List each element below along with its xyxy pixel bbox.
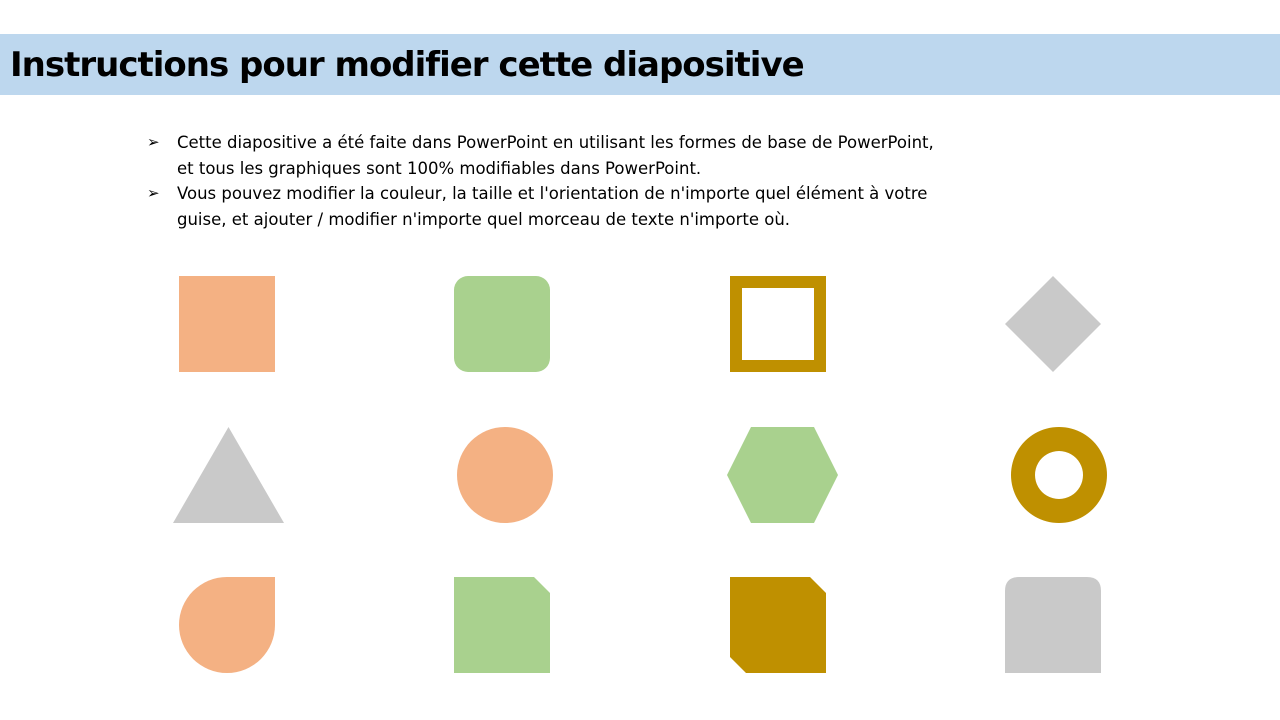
- bullet-line: et tous les graphiques sont 100% modifiables dans PowerPoint.: [177, 158, 702, 178]
- snipped-corner-square-shape[interactable]: [454, 577, 550, 673]
- donut-shape[interactable]: [1011, 427, 1107, 523]
- diamond-shape[interactable]: [1005, 276, 1101, 372]
- arrow-bullet-icon: ➢: [147, 184, 160, 202]
- circle-shape[interactable]: [457, 427, 553, 523]
- top-rounded-square-shape[interactable]: [1005, 577, 1101, 673]
- bullet-line: Cette diapositive a été faite dans PowerPoint en utilisant les formes de base de PowerPoint,: [177, 133, 934, 152]
- bullet-line: guise, et ajouter / modifier n'importe quel morceau de texte n'importe où.: [177, 209, 791, 229]
- hexagon-shape[interactable]: [727, 427, 838, 523]
- bullet-line: Vous pouvez modifier la couleur, la taille et l'orientation de n'importe quel élément à votre: [177, 184, 928, 203]
- frame-shape[interactable]: [730, 276, 826, 372]
- teardrop-shape[interactable]: [179, 577, 275, 673]
- arrow-bullet-icon: ➢: [147, 133, 160, 151]
- triangle-shape[interactable]: [173, 427, 284, 523]
- slide-title[interactable]: Instructions pour modifier cette diapositive: [10, 45, 804, 85]
- snipped-diagonal-square-shape[interactable]: [730, 577, 826, 673]
- square-shape[interactable]: [179, 276, 275, 372]
- rounded-square-shape[interactable]: [454, 276, 550, 372]
